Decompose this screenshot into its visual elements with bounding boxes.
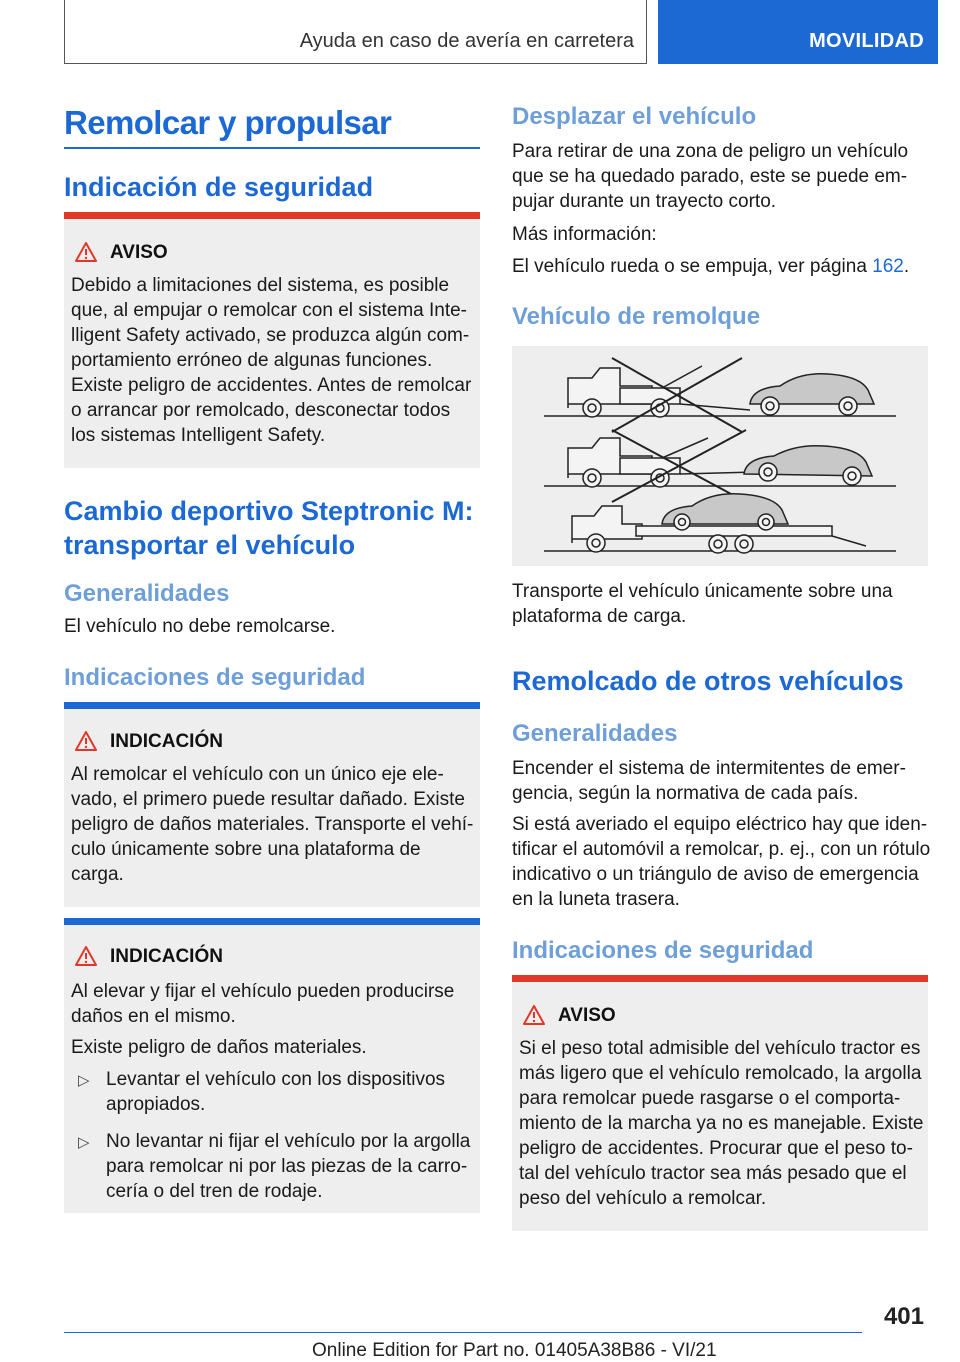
header-chapter-box — [64, 0, 647, 64]
title-rule — [64, 147, 480, 149]
warning-triangle-icon — [75, 946, 97, 966]
bullet-triangle-icon: ▷ — [78, 1134, 90, 1151]
desplazar-text: Para retirar de una zona de peligro un vehículo que se ha quedado parado, este se puede em- pujar durante un trayecto corto. — [512, 141, 909, 212]
generalidades-text: El vehículo no debe remolcarse. — [64, 616, 336, 637]
header-section: MOVILIDAD — [809, 30, 924, 52]
towing-illustration — [512, 346, 928, 566]
page-number: 401 — [883, 1303, 924, 1330]
rueda-text: El vehículo rueda o se empuja, ver página 162. — [512, 256, 910, 277]
bullet-item: No levantar ni fijar el vehículo por la argolla para remolcar ni por las piezas de la carro- cería o del tren de rodaje. — [106, 1131, 471, 1202]
aviso-bar — [512, 975, 928, 982]
heading-indicaciones-seguridad: Indicaciones de seguridad — [64, 664, 366, 691]
aviso-label: AVISO — [558, 1005, 616, 1026]
heading-generalidades: Generalidades — [64, 580, 230, 607]
footer-edition: Online Edition for Part no. 01405A38B86 - VI/21 — [312, 1340, 717, 1361]
heading-steptronic: Cambio deportivo Steptronic M: transportar el vehículo — [64, 496, 474, 560]
generalidades-text-2: Encender el sistema de intermitentes de emer- gencia, según la normativa de cada país. — [512, 758, 906, 804]
warning-triangle-icon — [75, 242, 97, 262]
indicacion-bar — [64, 918, 480, 925]
warning-triangle-icon — [75, 731, 97, 751]
averiado-text: Si está averiado el equipo eléctrico hay que iden- tificar el automóvil a remolcar, p. ej., con un rótulo indicativo o un triángulo de aviso de emergencia en la luneta trasera. — [512, 814, 931, 910]
aviso-box-1 — [64, 212, 480, 468]
aviso-text: Debido a limitaciones del sistema, es posible que, al empujar o remolcar con el sistema Inte- lligent Safety activado, se produzca algún com- portamiento erróneo de algunas funciones. Existe peligro de accidentes. Antes de remolcar o arrancar por remolcado, desconectar todos los sistemas Intelligent Safety. — [71, 275, 472, 446]
aviso-bar — [64, 212, 480, 219]
indicacion-label: INDICACIÓN — [110, 731, 223, 752]
aviso-label: AVISO — [110, 242, 168, 263]
page-title: Remolcar y propulsar — [64, 104, 392, 141]
indicacion-box-2 — [64, 918, 480, 1213]
indicacion-label: INDICACIÓN — [110, 946, 223, 967]
heading-desplazar: Desplazar el vehículo — [512, 103, 757, 130]
towing-diagram — [512, 346, 928, 566]
footer-rule — [64, 1332, 862, 1333]
aviso-text: Si el peso total admisible del vehículo tractor es más ligero que el vehículo remolcado, la argolla para remolcar puede rasgarse o el comporta- miento de la marcha ya no es manejable. Existe peligro de accidentes. Procurar que el peso to- tal del vehículo tractor sea más pesado que el peso del vehículo a remolcar. — [519, 1038, 924, 1209]
indicacion-text: Al elevar y fijar el vehículo pueden producirse daños en el mismo. — [71, 981, 455, 1027]
heading-indicaciones-seguridad-2: Indicaciones de seguridad — [512, 937, 814, 964]
page-link[interactable]: 162 — [872, 256, 904, 277]
heading-vehiculo-remolque: Vehículo de remolque — [512, 303, 761, 330]
heading-indicacion-seguridad: Indicación de seguridad — [64, 172, 374, 202]
mas-info: Más información: — [512, 224, 657, 245]
header-section-tab — [658, 0, 938, 64]
aviso-box-2 — [512, 975, 928, 1231]
illustration-caption: Transporte el vehículo únicamente sobre una plataforma de carga. — [512, 581, 893, 627]
indicacion-box-1 — [64, 702, 480, 907]
indicacion-text-2: Existe peligro de daños materiales. — [71, 1037, 367, 1058]
bullet-item: Levantar el vehículo con los dispositivos apropiados. — [106, 1069, 446, 1115]
bullet-triangle-icon: ▷ — [78, 1072, 90, 1089]
heading-generalidades-2: Generalidades — [512, 720, 678, 747]
heading-remolcado-otros: Remolcado de otros vehículos — [512, 666, 904, 696]
header-chapter: Ayuda en caso de avería en carretera — [299, 30, 634, 52]
warning-triangle-icon — [523, 1005, 545, 1025]
indicacion-text: Al remolcar el vehículo con un único eje ele- vado, el primero puede resultar dañado. Existe peligro de daños materiales. Transporte el vehí- culo únicamente sobre una plataforma de carga. — [71, 764, 474, 885]
indicacion-bar — [64, 702, 480, 709]
